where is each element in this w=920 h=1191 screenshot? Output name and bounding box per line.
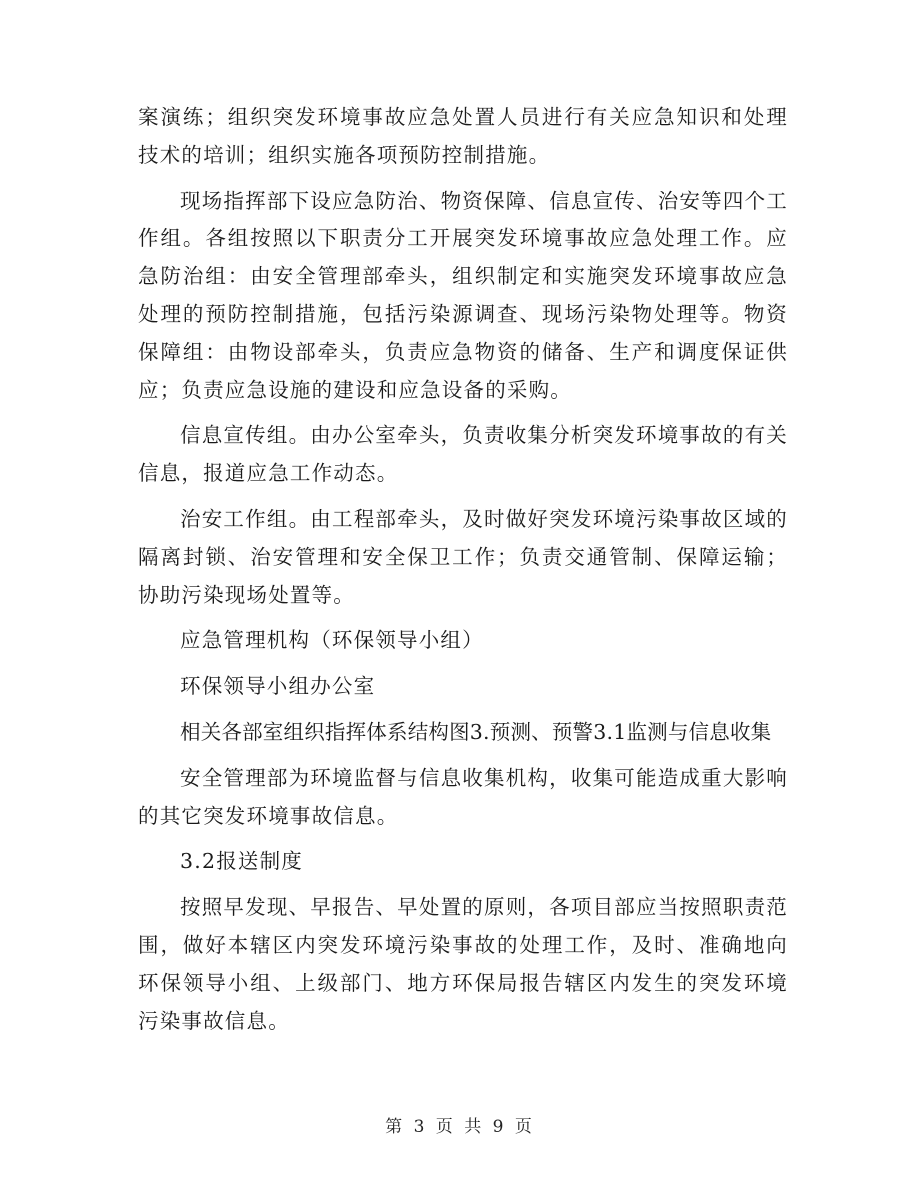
paragraph-2: 现场指挥部下设应急防治、物资保障、信息宣传、治安等四个工作组。各组按照以下职责分工开展突发环境事故应急处理工作。应急防治组：由安全管理部牵头，组织制定和实施突发环境事故应急处理的预防控制措施，包括污染源调查、现场污染物处理等。物资保障组：由物设部牵头，负责应急物资的储备、生产和调度保证供应；负责应急设施的建设和应急设备的采购。 [138, 188, 788, 402]
paragraph-9: 3.2报送制度 [180, 849, 304, 874]
paragraph-1: 案演练；组织突发环境事故应急处置人员进行有关应急知识和处理技术的培训；组织实施各项预防控制措施。 [138, 105, 788, 167]
paragraph-8: 安全管理部为环境监督与信息收集机构，收集可能造成重大影响的其它突发环境事故信息。 [138, 765, 788, 828]
paragraph-6: 环保领导小组办公室 [180, 674, 376, 699]
document-body [138, 99, 788, 1048]
paragraph-3: 信息宣传组。由办公室牵头，负责收集分析突发环境事故的有关信息，报道应急工作动态。 [138, 423, 788, 486]
paragraph-7: 相关各部室组织指挥体系结构图3.预测、预警3.1监测与信息收集 [180, 719, 772, 744]
paragraph-10: 按照早发现、早报告、早处置的原则，各项目部应当按照职责范围，做好本辖区内突发环境污染事故的处理工作，及时、准确地向环保领导小组、上级部门、地方环保局报告辖区内发生的突发环境污染事故信息。 [138, 895, 788, 1033]
paragraph-4: 治安工作组。由工程部牵头，及时做好突发环境污染事故区域的隔离封锁、治安管理和安全保卫工作；负责交通管制、保障运输；协助污染现场处置等。 [138, 506, 788, 607]
page-number-footer: 第 3 页 共 9 页 [385, 1117, 535, 1137]
paragraph-5: 应急管理机构（环保领导小组） [180, 628, 484, 653]
